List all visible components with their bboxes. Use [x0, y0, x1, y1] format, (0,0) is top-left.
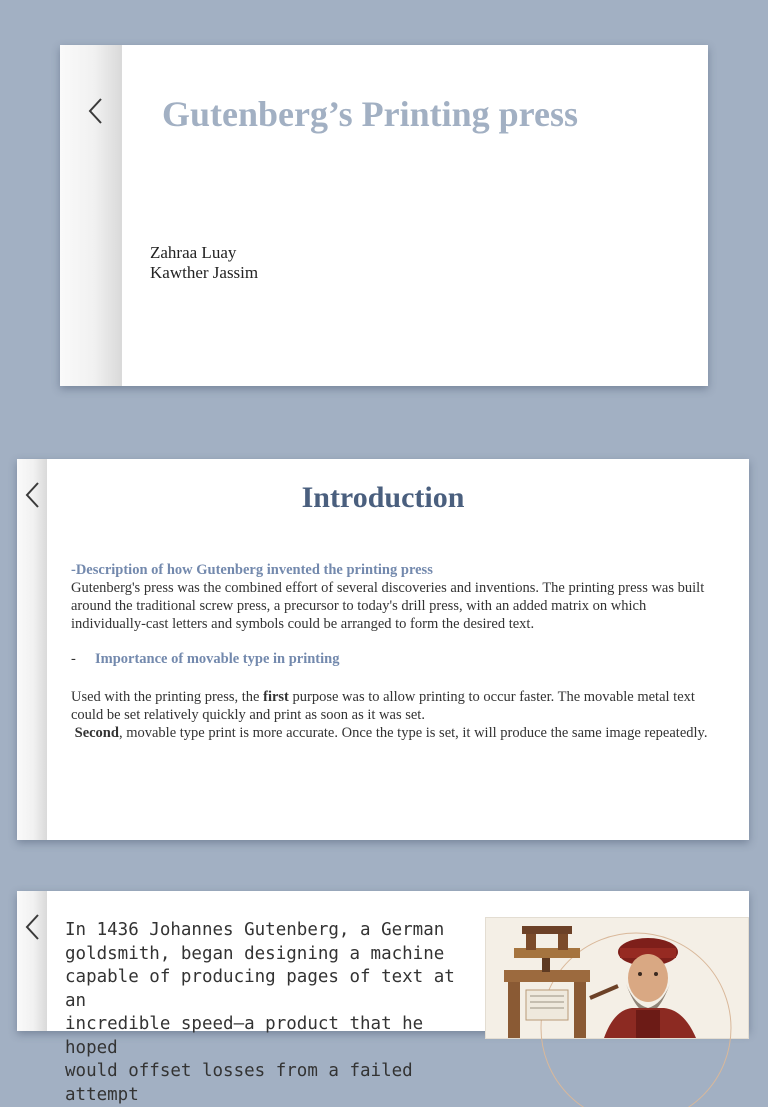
emphasis-text: first: [263, 689, 289, 705]
history-slide: [17, 891, 749, 1105]
body-text: In 1436 Johannes Gutenberg, a German goldsmith, began designing a machine capable of producing pages of text at an incredible speed—a product that he hoped would offset losses from a failed attempt: [65, 920, 455, 1105]
bullet-item: [71, 650, 711, 668]
emphasis-text: Second: [74, 725, 119, 741]
slide-fold: [17, 891, 47, 1031]
slide-title: Gutenberg’s Printing press: [162, 94, 579, 134]
introduction-slide: [17, 459, 749, 840]
author-list: [150, 243, 258, 283]
printing-press-drawing: [504, 926, 618, 1038]
paragraph: [71, 688, 711, 724]
back-chevron-icon[interactable]: [87, 97, 105, 125]
slide-body: [71, 561, 711, 742]
bullet-marker: -: [71, 651, 76, 667]
text-run: Used with the printing press, the: [71, 689, 264, 705]
text-run: , movable type print is more accurate. Once the type is set, it will produce the same image repeatedly.: [118, 725, 708, 741]
section-text: Gutenberg's press was the combined effort of several discoveries and inventions. The printing press was built around the traditional screw press, a precursor to today's drill press, with an added matrix on which individually-cast letters and symbols could be arranged to form the desired text.: [71, 580, 705, 632]
title-slide: [60, 45, 708, 386]
slide-title: Introduction: [301, 481, 465, 514]
section-heading: Importance of movable type in printing: [95, 651, 340, 667]
back-chevron-icon[interactable]: [24, 913, 42, 941]
author-name: Zahraa Luay: [150, 243, 237, 262]
section-heading: -Description of how Gutenberg invented the printing press: [71, 562, 433, 578]
text-run: purpose was to allow printing to occur faster. The movable metal text could be set relatively quickly and print as soon as it was set.: [71, 689, 695, 723]
author-name: Kawther Jassim: [150, 263, 259, 282]
paragraph: [71, 724, 711, 742]
gutenberg-portrait-image: [485, 917, 749, 1039]
slide-fold: [17, 459, 47, 840]
